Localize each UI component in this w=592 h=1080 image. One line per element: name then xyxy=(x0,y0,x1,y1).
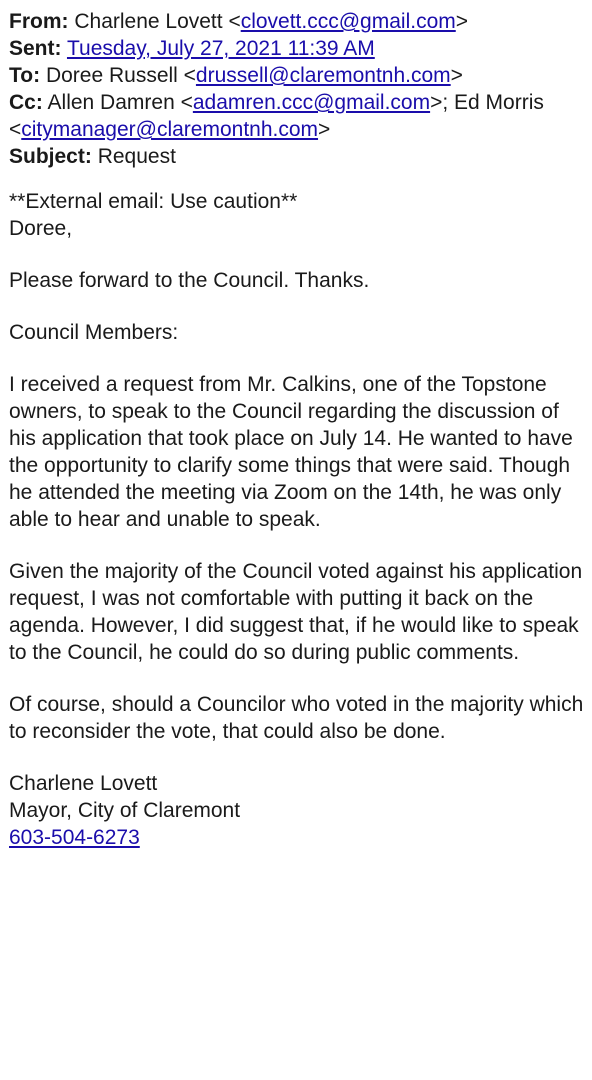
signature-phone-link[interactable]: 603-504-6273 xyxy=(9,826,140,849)
cc-label: Cc: xyxy=(9,91,43,114)
email-body xyxy=(9,188,584,770)
signature-name: Charlene Lovett xyxy=(9,772,158,795)
subject-line xyxy=(9,143,584,170)
sent-line xyxy=(9,35,584,62)
email-header xyxy=(9,8,584,170)
body-paragraph-3: I received a request from Mr. Calkins, one of the Topstone owners, to speak to the Council regarding the discussion of his application that took place on July 14. He wanted to have the opportunity to clarify some things that were said. Though he attended the meeting via Zoom on the 14th, he was only able to hear and unable to speak. xyxy=(9,373,573,531)
body-paragraph-4: Given the majority of the Council voted against his application request, I was not comfortable with putting it back on the agenda. However, I did suggest that, if he would like to speak to the Council, he could do so during public comments. xyxy=(9,560,583,664)
external-warning: **External email: Use caution** xyxy=(9,190,298,213)
subject-label: Subject: xyxy=(9,145,92,168)
cc-name-1: Allen Damren < xyxy=(47,91,193,114)
from-line xyxy=(9,8,584,35)
greeting: Doree, xyxy=(9,217,73,240)
signature-phone-line xyxy=(9,824,584,851)
from-label: From: xyxy=(9,10,69,33)
signature xyxy=(9,770,584,851)
body-paragraph-2: Council Members: xyxy=(9,321,179,344)
cc-line xyxy=(9,89,584,143)
signature-title: Mayor, City of Claremont xyxy=(9,799,241,822)
from-close: > xyxy=(455,10,469,33)
sent-label: Sent: xyxy=(9,37,62,60)
body-paragraph-1: Please forward to the Council. Thanks. xyxy=(9,269,370,292)
to-email-link[interactable]: drussell@claremontnh.com xyxy=(195,64,451,87)
to-name: Doree Russell < xyxy=(45,64,196,87)
from-name: Charlene Lovett < xyxy=(74,10,241,33)
subject-value: Request xyxy=(97,145,176,168)
body-paragraph-5: Of course, should a Councilor who voted in the majority which to reconsider the vote, that could also be done. xyxy=(9,693,584,743)
cc-email-link-1[interactable]: adamren.ccc@gmail.com xyxy=(192,91,431,114)
to-close: > xyxy=(450,64,463,87)
to-label: To: xyxy=(9,64,41,87)
to-line xyxy=(9,62,584,89)
from-email-link[interactable]: clovett.ccc@gmail.com xyxy=(240,10,456,33)
sent-date-link[interactable]: Tuesday, July 27, 2021 11:39 AM xyxy=(66,37,375,60)
cc-email-link-2[interactable]: citymanager@claremontnh.com xyxy=(21,118,319,141)
cc-separator: >; Ed Morris < xyxy=(9,91,544,141)
cc-close: > xyxy=(318,118,331,141)
